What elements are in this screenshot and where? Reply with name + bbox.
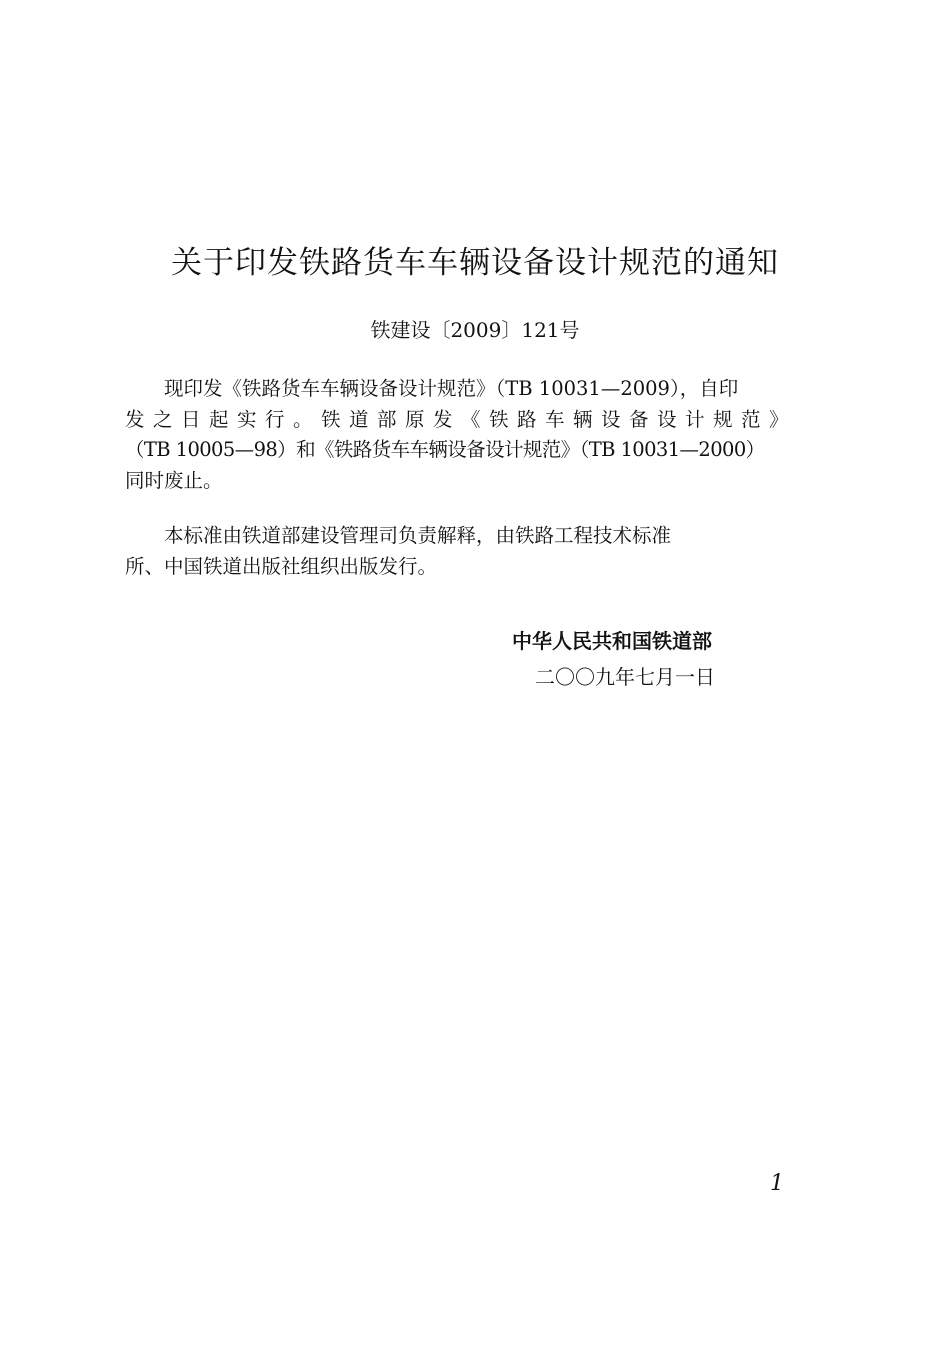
paragraph-1-line-2: 发之日起实行。铁道部原发《铁路车辆设备设计规范》 bbox=[125, 407, 798, 431]
paragraph-2-line-1: 本标准由铁道部建设管理司负责解释，由铁路工程技术标准 bbox=[164, 524, 672, 547]
page-number: 1 bbox=[770, 1171, 784, 1196]
notice-paragraph-1 bbox=[125, 374, 800, 496]
paragraph-1-line-4: 同时废止。 bbox=[125, 468, 223, 492]
issue-date: 二〇〇九年七月一日 bbox=[535, 665, 715, 689]
notice-paragraph-2 bbox=[125, 521, 800, 582]
document-number: 铁建设〔2009〕121号 bbox=[370, 318, 580, 342]
issuing-authority: 中华人民共和国铁道部 bbox=[512, 629, 712, 653]
paragraph-1-line-3: （TB 10005—98）和《铁路货车车辆设备设计规范》（TB 10031—2000） bbox=[125, 438, 765, 461]
paragraph-1-line-1: 现印发《铁路货车车辆设备设计规范》（TB 10031—2009），自印 bbox=[164, 377, 739, 400]
notice-title: 关于印发铁路货车车辆设备设计规范的通知 bbox=[171, 245, 779, 281]
paragraph-2-line-2: 所、中国铁道出版社组织出版发行。 bbox=[125, 554, 438, 578]
